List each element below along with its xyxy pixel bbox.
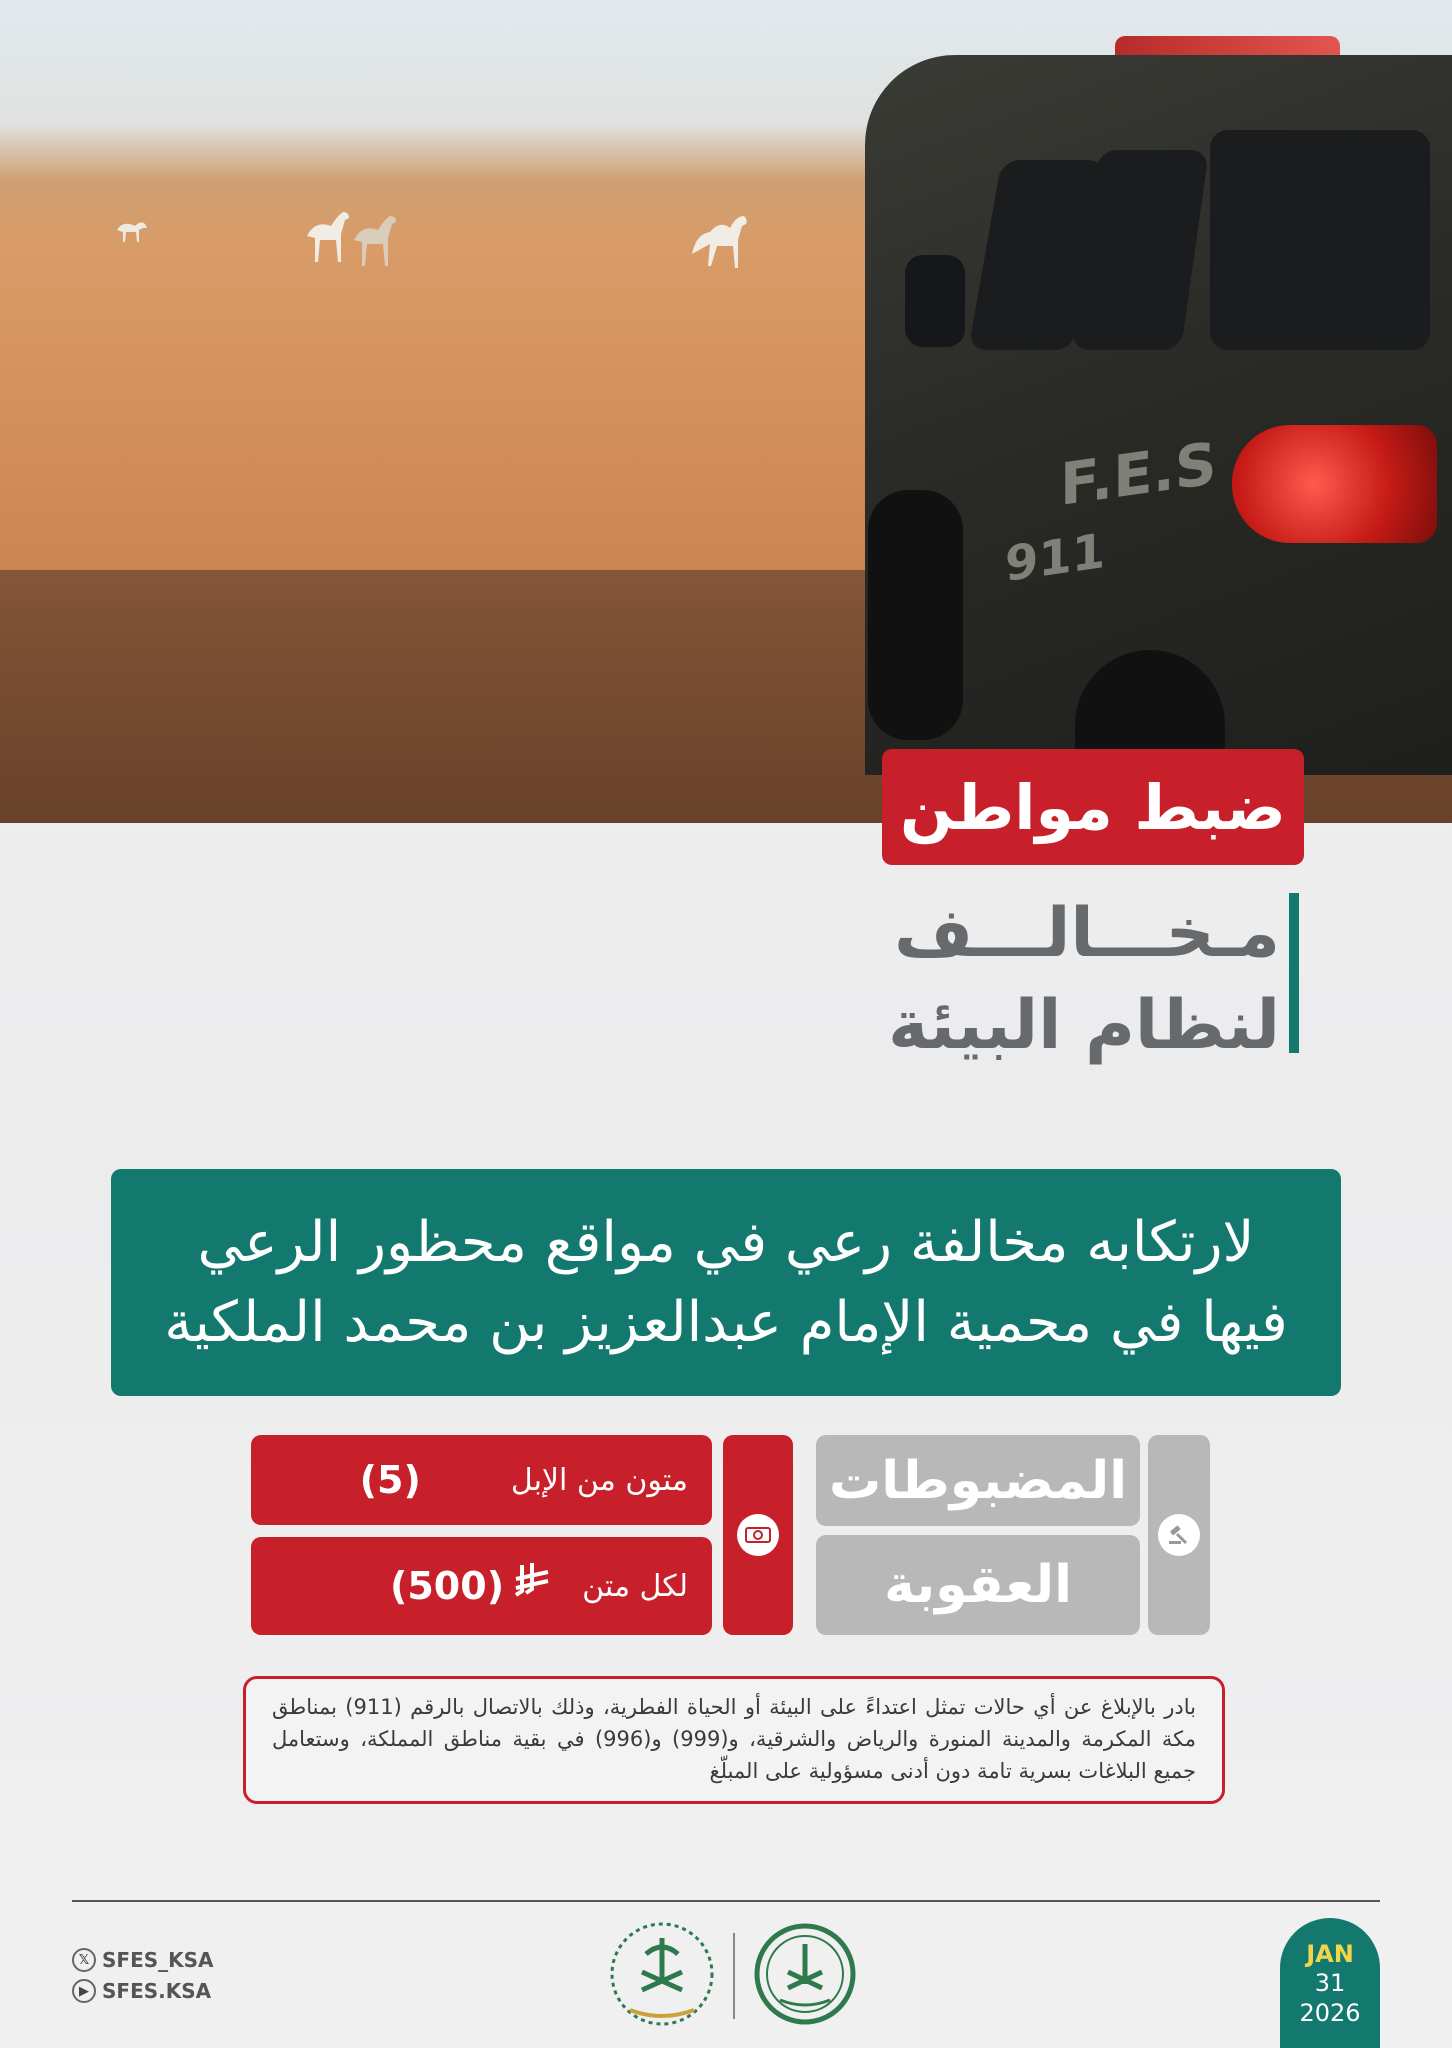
penalty-value: (500) [389, 1564, 505, 1608]
forces-emblem-logo [750, 1920, 860, 2028]
camel-image [350, 214, 400, 270]
seized-unit: متون من الإبل [510, 1462, 688, 1498]
gavel-icon [1158, 1514, 1200, 1556]
seized-value: (5) [359, 1458, 421, 1502]
penalty-unit: لكل متن [582, 1568, 688, 1604]
vehicle-number: 911 [1005, 522, 1106, 594]
violation-banner [111, 1169, 1341, 1396]
footer-divider [72, 1900, 1380, 1902]
headline-subtitle [780, 888, 1280, 1072]
header-photo [0, 0, 1452, 823]
date-year: 2026 [1299, 1999, 1361, 2027]
social-x-link[interactable] [72, 1948, 214, 1972]
icon-column-left [723, 1435, 793, 1635]
date-badge [1280, 1918, 1380, 2048]
riyal-icon [512, 1561, 552, 1611]
headline-tag: ضبط مواطن [882, 749, 1304, 865]
social-youtube-link[interactable] [72, 1979, 211, 2003]
tail-light [1232, 425, 1437, 543]
money-icon [737, 1514, 779, 1556]
penalty-value-cell [251, 1537, 712, 1635]
banner-line1: لارتكابه مخالفة رعي في مواقع محظور الرعي [197, 1209, 1255, 1275]
camel-image [303, 210, 353, 266]
logo-divider [733, 1933, 735, 2019]
vehicle-wheel [868, 490, 963, 740]
ministry-emblem-logo [602, 1920, 722, 2028]
headline-line2: لنظام البيئة [888, 986, 1280, 1065]
accent-bar [1289, 893, 1299, 1053]
social-x-handle: SFES_KSA [102, 1948, 214, 1972]
seized-label-cell: المضبوطات [816, 1435, 1140, 1526]
icon-column-right [1148, 1435, 1210, 1635]
x-icon: 𝕏 [72, 1948, 96, 1972]
vehicle-window [1210, 130, 1430, 350]
date-month: JAN [1306, 1940, 1354, 1968]
seized-value-cell [251, 1435, 712, 1525]
social-youtube-handle: SFES.KSA [102, 1979, 212, 2003]
date-day: 31 [1314, 1969, 1346, 1997]
headline-line1: مـخـــالـــف [894, 894, 1280, 973]
camel-image [115, 218, 151, 242]
vehicle-marking: F.E.S [1060, 428, 1217, 520]
penalty-label-cell: العقوبة [816, 1535, 1140, 1635]
banner-line2: فيها في محمية الإمام عبدالعزيز بن محمد الملكية [164, 1289, 1288, 1355]
camel-image [690, 214, 750, 268]
side-mirror [905, 255, 965, 347]
report-notice: بادر بالإبلاغ عن أي حالات تمثل اعتداءً على البيئة أو الحياة الفطرية، وذلك بالاتصال بالرقم (911) بمناطق مكة المكرمة والمدينة المنورة والرياض والشرقية، و(999) و(996) في بقية مناطق المملكة، وستعامل جميع البلاغات بسرية تامة دون أدنى مسؤولية على المبلّغ [243, 1676, 1225, 1804]
youtube-icon: ▶ [72, 1979, 96, 2003]
